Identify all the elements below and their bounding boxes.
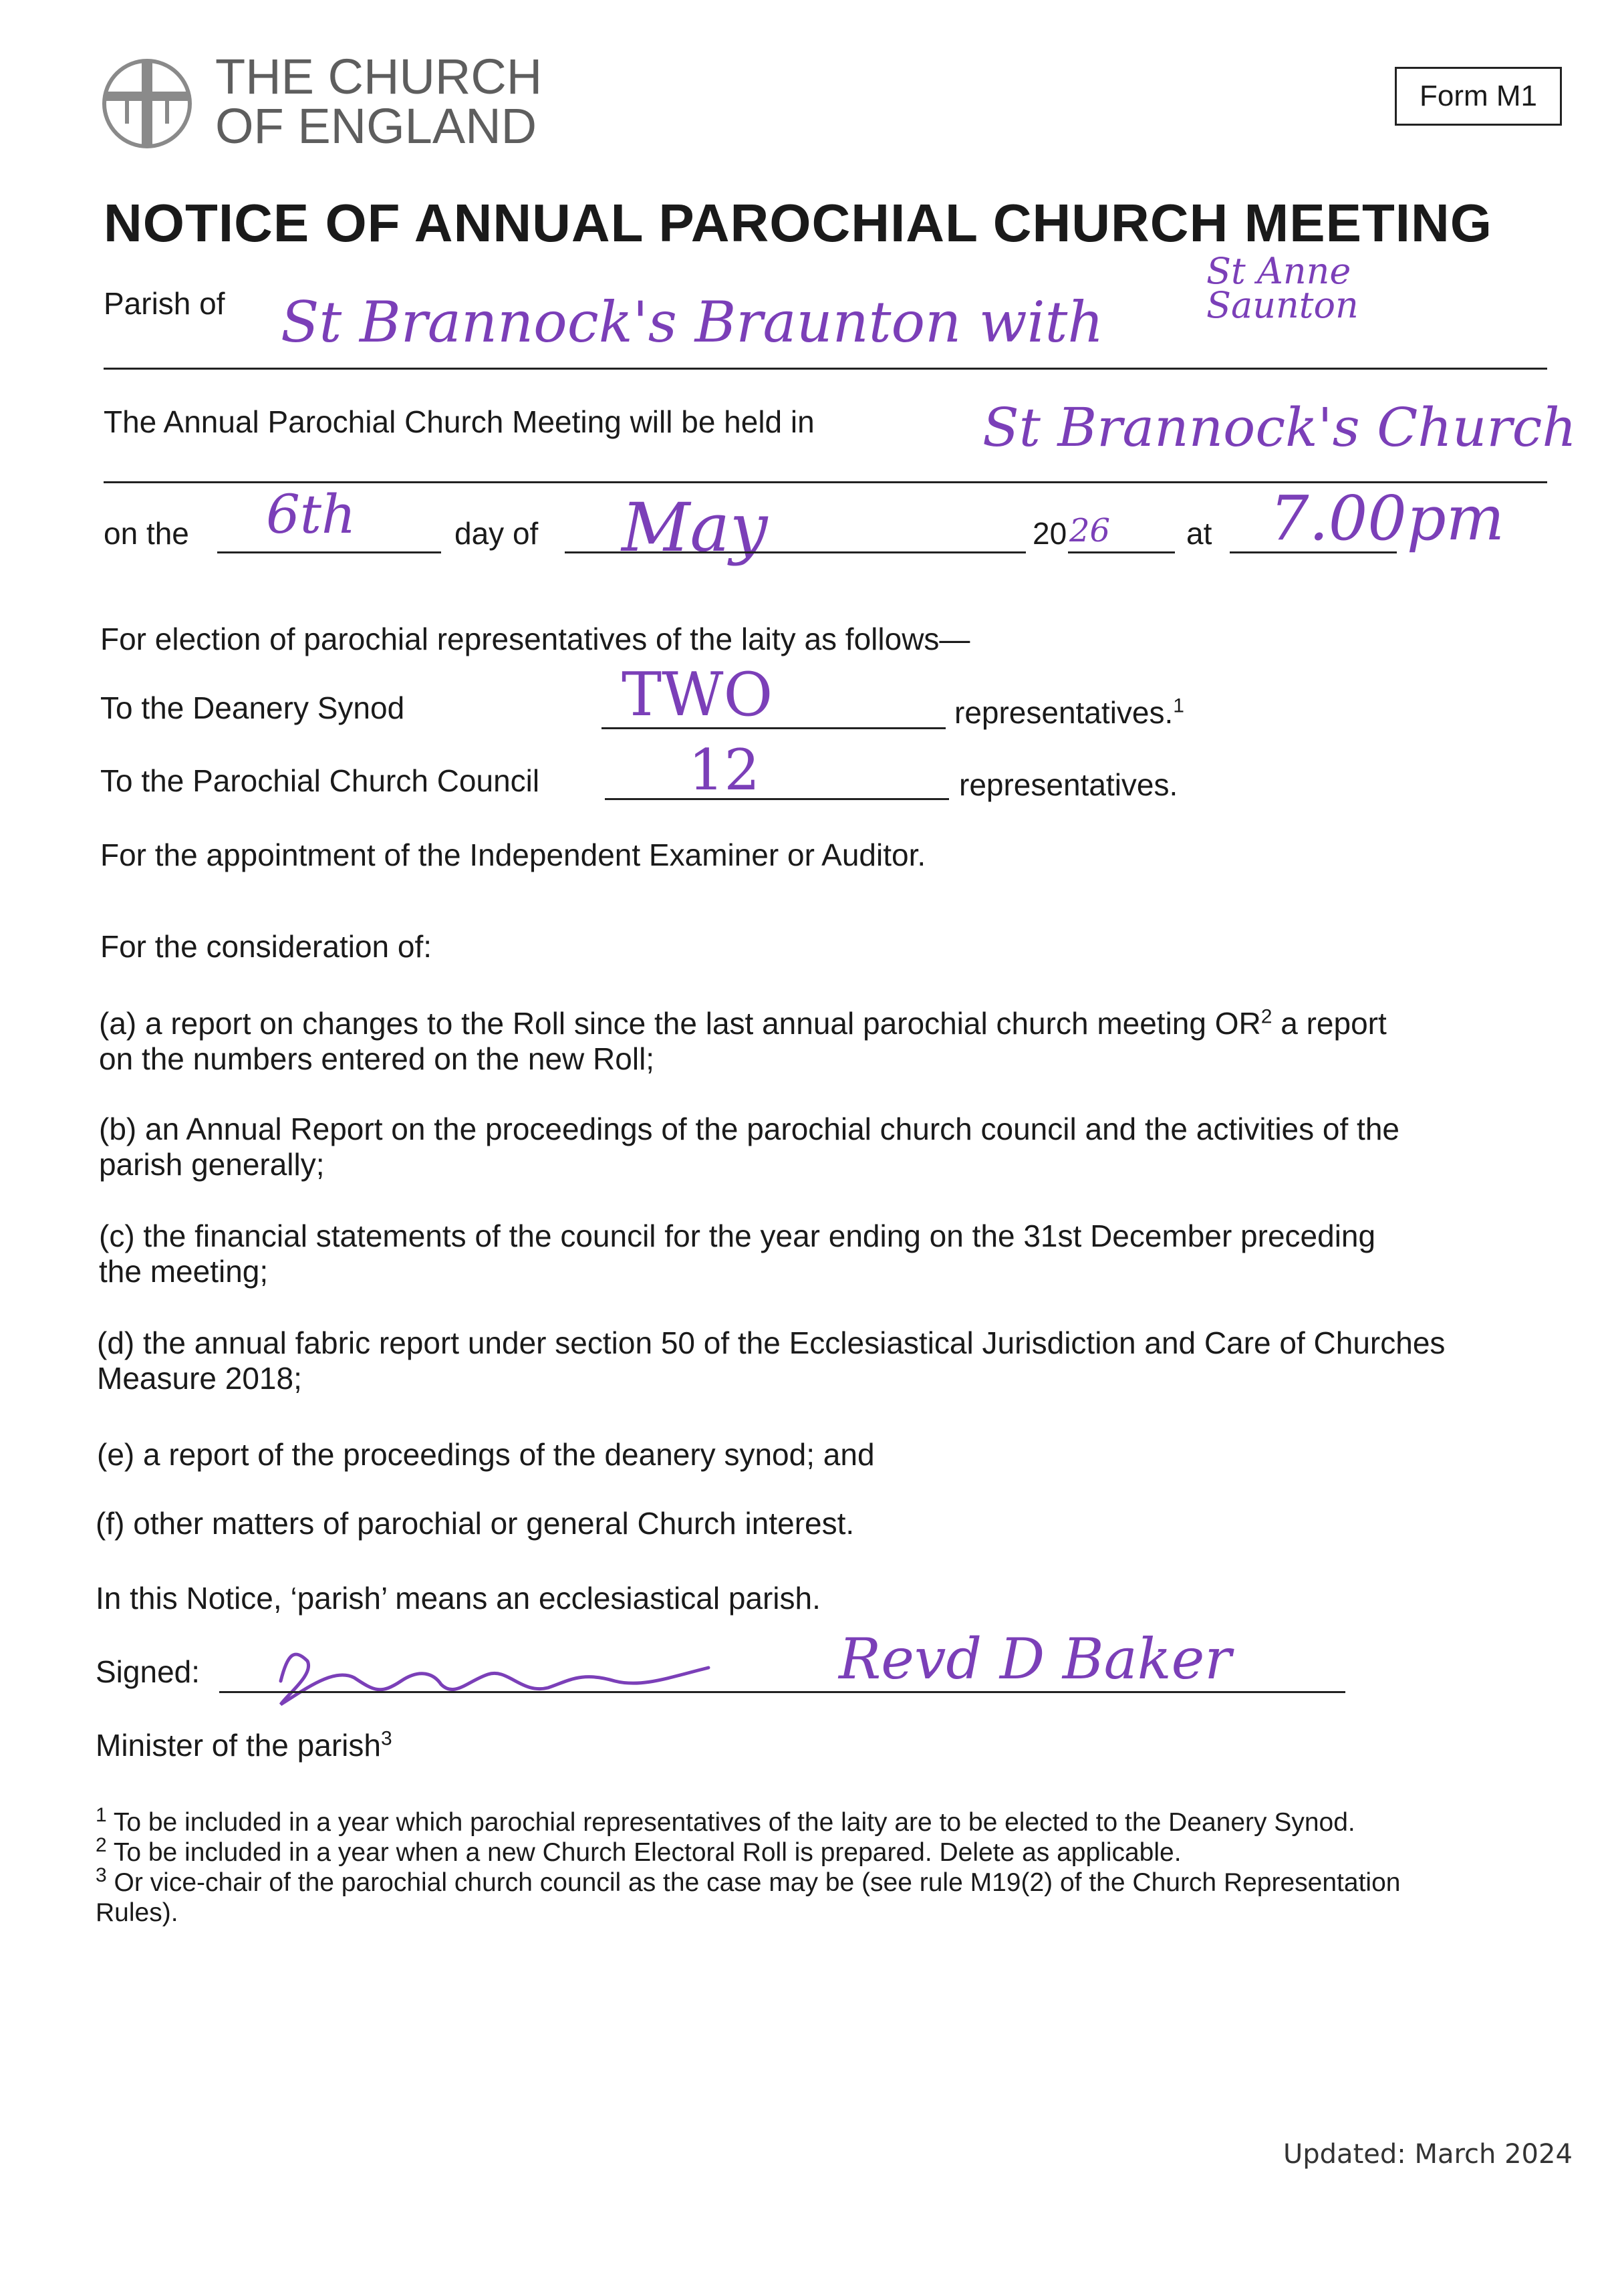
item-a-line-2: on the numbers entered on the new Roll;	[99, 1041, 655, 1076]
footnote-2-text: To be included in a year when a new Church Electoral Roll is prepared. Delete as applicable.	[106, 1837, 1182, 1867]
item-f: (f) other matters of parochial or general Church interest.	[96, 1506, 855, 1541]
updated-note: Updated: March 2024	[1283, 2139, 1573, 2170]
footnote-ref-3: 3	[380, 1727, 392, 1750]
signature-scribble-icon	[267, 1641, 735, 1714]
footnote-3-num: 3	[96, 1864, 107, 1886]
signed-label: Signed:	[96, 1654, 200, 1689]
date-on-the: on the	[104, 516, 189, 551]
minister-label	[96, 1728, 392, 1763]
pcc-value: 12	[688, 737, 760, 803]
footnote-2	[96, 1833, 1400, 1868]
item-a	[99, 1006, 1387, 1077]
election-intro: For election of parochial representatives of the laity as follows—	[100, 622, 970, 656]
year-prefix: 20	[1033, 516, 1067, 551]
item-b	[99, 1112, 1399, 1182]
pcc-underline	[605, 798, 949, 800]
item-b-line-2: parish generally;	[99, 1146, 325, 1182]
month-underline	[565, 551, 1026, 553]
appointment-text: For the appointment of the Independent Examiner or Auditor.	[100, 838, 926, 872]
deanery-label: To the Deanery Synod	[100, 690, 405, 725]
item-a-text: (a) a report on changes to the Roll since the last annual parochial church meeting OR	[99, 1006, 1261, 1041]
year-underline	[1068, 551, 1175, 553]
day-value: 6th	[266, 483, 356, 545]
footnote-1-num: 1	[96, 1804, 107, 1826]
footnote-1	[96, 1804, 1400, 1838]
item-c-line-2: the meeting;	[99, 1253, 269, 1289]
footnote-ref-2: 2	[1260, 1005, 1272, 1028]
minister-label-text: Minister of the parish	[96, 1728, 381, 1763]
venue-label: The Annual Parochial Church Meeting will be held in	[104, 404, 815, 439]
footnote-3-continued: Rules).	[96, 1898, 178, 1927]
footnote-3	[96, 1864, 1401, 1898]
deanery-suffix-text: representatives.	[954, 695, 1174, 730]
form-label: Form M1	[1420, 80, 1537, 112]
signature-underline	[219, 1691, 1345, 1693]
deanery-value: TWO	[622, 660, 773, 730]
footnote-3-text: Or vice-chair of the parochial church council as the case may be (see rule M19(2) of the Church Representation	[106, 1868, 1401, 1897]
consideration-intro: For the consideration of:	[100, 929, 432, 964]
item-e: (e) a report of the proceedings of the deanery synod; and	[97, 1437, 875, 1472]
signature-value: Revd D Baker	[839, 1626, 1232, 1692]
date-day-of: day of	[454, 516, 539, 551]
church-logo	[100, 57, 194, 150]
page-title: NOTICE OF ANNUAL PAROCHIAL CHURCH MEETING	[104, 193, 1493, 253]
day-underline	[217, 551, 441, 553]
parish-value: St Brannock's Braunton with	[281, 289, 1104, 355]
footnote-2-num: 2	[96, 1833, 107, 1856]
footnote-1-text: To be included in a year which parochial representatives of the laity are to be elected to the Deanery Synod.	[106, 1808, 1355, 1837]
pcc-suffix: representatives.	[959, 767, 1178, 802]
footnotes	[96, 1804, 1401, 1928]
logo-line-1: THE CHURCH	[215, 49, 543, 104]
definition-text: In this Notice, ‘parish’ means an ecclesiastical parish.	[96, 1581, 821, 1616]
month-value: May	[622, 489, 768, 567]
logo-text	[215, 49, 543, 154]
parish-underline	[104, 368, 1547, 370]
deanery-suffix	[954, 695, 1184, 731]
year-value: 26	[1069, 512, 1111, 549]
parish-value-extra: St Anne Saunton	[1206, 250, 1359, 327]
time-value: 7.00pm	[1270, 483, 1504, 554]
footnote-ref-1: 1	[1173, 694, 1184, 717]
parish-label: Parish of	[104, 286, 225, 321]
item-c-line-1: (c) the financial statements of the council for the year ending on the 31st December preceding	[99, 1219, 1376, 1253]
item-d	[97, 1325, 1445, 1396]
time-underline	[1230, 551, 1397, 553]
item-d-line-2: Measure 2018;	[97, 1360, 302, 1396]
deanery-underline	[601, 727, 946, 729]
item-a-line-1	[99, 1006, 1387, 1041]
item-d-line-1: (d) the annual fabric report under section 50 of the Ecclesiastical Jurisdiction and Care of Churches	[97, 1325, 1446, 1360]
item-a-text-2: a report	[1272, 1006, 1387, 1041]
item-b-line-1: (b) an Annual Report on the proceedings of the parochial church council and the activities of the	[99, 1112, 1399, 1146]
logo-line-2: OF ENGLAND	[215, 98, 537, 154]
pcc-label: To the Parochial Church Council	[100, 763, 540, 798]
venue-value: St Brannock's Church	[982, 396, 1577, 459]
cross-emblem-icon	[100, 57, 194, 150]
date-at: at	[1186, 516, 1212, 551]
item-c	[99, 1219, 1375, 1289]
form-label-box	[1395, 67, 1562, 126]
